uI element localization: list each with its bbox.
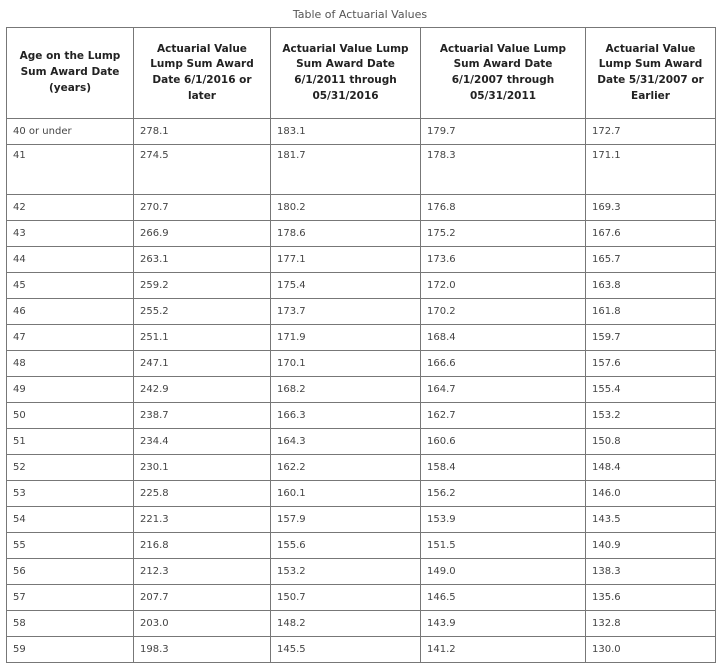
age-cell: 44	[7, 247, 134, 273]
value-2011-2016-cell: 175.4	[271, 273, 421, 299]
table-row	[7, 119, 716, 145]
value-2007-2011-cell: 176.8	[421, 195, 586, 221]
value-2007-2011-cell: 149.0	[421, 559, 586, 585]
age-cell: 48	[7, 351, 134, 377]
table-row	[7, 533, 716, 559]
header-value-2016-or-later: Actuarial Value Lump Sum Award Date 6/1/2016 or later	[134, 28, 271, 119]
table-caption: Table of Actuarial Values	[292, 8, 428, 21]
value-2011-2016-cell: 178.6	[271, 221, 421, 247]
table-row	[7, 247, 716, 273]
value-2007-or-earlier-cell: 135.6	[586, 585, 716, 611]
age-cell: 58	[7, 611, 134, 637]
header-age: Age on the Lump Sum Award Date (years)	[7, 28, 134, 119]
value-2007-or-earlier-cell: 150.8	[586, 429, 716, 455]
value-2016-or-later-cell: 212.3	[134, 559, 271, 585]
value-2011-2016-cell: 173.7	[271, 299, 421, 325]
value-2016-or-later-cell: 234.4	[134, 429, 271, 455]
value-2016-or-later-cell: 266.9	[134, 221, 271, 247]
value-2007-or-earlier-cell: 163.8	[586, 273, 716, 299]
age-cell: 56	[7, 559, 134, 585]
value-2007-or-earlier-cell: 130.0	[586, 637, 716, 663]
table-row	[7, 377, 716, 403]
value-2016-or-later-cell: 242.9	[134, 377, 271, 403]
value-2016-or-later-cell: 270.7	[134, 195, 271, 221]
value-2011-2016-cell: 155.6	[271, 533, 421, 559]
value-2007-2011-cell: 178.3	[421, 145, 586, 195]
age-cell: 46	[7, 299, 134, 325]
value-2007-or-earlier-cell: 140.9	[586, 533, 716, 559]
value-2016-or-later-cell: 238.7	[134, 403, 271, 429]
value-2016-or-later-cell: 230.1	[134, 455, 271, 481]
table-row	[7, 145, 716, 195]
value-2007-2011-cell: 162.7	[421, 403, 586, 429]
value-2007-2011-cell: 153.9	[421, 507, 586, 533]
value-2007-or-earlier-cell: 153.2	[586, 403, 716, 429]
age-cell: 45	[7, 273, 134, 299]
table-row	[7, 611, 716, 637]
value-2016-or-later-cell: 278.1	[134, 119, 271, 145]
value-2007-2011-cell: 146.5	[421, 585, 586, 611]
value-2007-or-earlier-cell: 159.7	[586, 325, 716, 351]
value-2016-or-later-cell: 203.0	[134, 611, 271, 637]
header-value-2007-or-earlier: Actuarial Value Lump Sum Award Date 5/31/2007 or Earlier	[586, 28, 716, 119]
value-2011-2016-cell: 170.1	[271, 351, 421, 377]
value-2007-or-earlier-cell: 161.8	[586, 299, 716, 325]
table-row	[7, 429, 716, 455]
value-2007-or-earlier-cell: 132.8	[586, 611, 716, 637]
value-2007-or-earlier-cell: 165.7	[586, 247, 716, 273]
value-2016-or-later-cell: 198.3	[134, 637, 271, 663]
value-2007-2011-cell: 158.4	[421, 455, 586, 481]
value-2011-2016-cell: 160.1	[271, 481, 421, 507]
value-2007-2011-cell: 164.7	[421, 377, 586, 403]
value-2007-or-earlier-cell: 167.6	[586, 221, 716, 247]
header-value-2011-2016: Actuarial Value Lump Sum Award Date 6/1/2011 through 05/31/2016	[271, 28, 421, 119]
actuarial-values-table	[6, 27, 716, 663]
header-value-2007-2011: Actuarial Value Lump Sum Award Date 6/1/2007 through 05/31/2011	[421, 28, 586, 119]
table-row	[7, 507, 716, 533]
value-2011-2016-cell: 150.7	[271, 585, 421, 611]
table-row	[7, 403, 716, 429]
value-2011-2016-cell: 145.5	[271, 637, 421, 663]
value-2007-2011-cell: 175.2	[421, 221, 586, 247]
table-row	[7, 637, 716, 663]
value-2011-2016-cell: 180.2	[271, 195, 421, 221]
value-2007-2011-cell: 160.6	[421, 429, 586, 455]
age-cell: 50	[7, 403, 134, 429]
value-2011-2016-cell: 168.2	[271, 377, 421, 403]
value-2011-2016-cell: 164.3	[271, 429, 421, 455]
age-cell: 42	[7, 195, 134, 221]
age-cell: 47	[7, 325, 134, 351]
age-cell: 54	[7, 507, 134, 533]
value-2016-or-later-cell: 216.8	[134, 533, 271, 559]
table-row	[7, 325, 716, 351]
value-2007-2011-cell: 151.5	[421, 533, 586, 559]
age-cell: 41	[7, 145, 134, 195]
table-body	[7, 119, 716, 663]
table-row	[7, 455, 716, 481]
value-2011-2016-cell: 148.2	[271, 611, 421, 637]
value-2011-2016-cell: 157.9	[271, 507, 421, 533]
value-2007-2011-cell: 168.4	[421, 325, 586, 351]
age-cell: 55	[7, 533, 134, 559]
age-cell: 57	[7, 585, 134, 611]
value-2011-2016-cell: 181.7	[271, 145, 421, 195]
age-cell: 59	[7, 637, 134, 663]
value-2007-2011-cell: 172.0	[421, 273, 586, 299]
table-row	[7, 585, 716, 611]
value-2007-or-earlier-cell: 169.3	[586, 195, 716, 221]
table-row	[7, 221, 716, 247]
value-2011-2016-cell: 166.3	[271, 403, 421, 429]
value-2016-or-later-cell: 255.2	[134, 299, 271, 325]
age-cell: 52	[7, 455, 134, 481]
value-2007-or-earlier-cell: 146.0	[586, 481, 716, 507]
age-cell: 51	[7, 429, 134, 455]
value-2007-or-earlier-cell: 143.5	[586, 507, 716, 533]
age-cell: 53	[7, 481, 134, 507]
value-2016-or-later-cell: 207.7	[134, 585, 271, 611]
table-row	[7, 351, 716, 377]
header-row	[7, 28, 716, 119]
age-cell: 43	[7, 221, 134, 247]
value-2007-or-earlier-cell: 172.7	[586, 119, 716, 145]
table-row	[7, 273, 716, 299]
value-2007-2011-cell: 141.2	[421, 637, 586, 663]
value-2007-or-earlier-cell: 155.4	[586, 377, 716, 403]
age-cell: 49	[7, 377, 134, 403]
value-2011-2016-cell: 177.1	[271, 247, 421, 273]
value-2011-2016-cell: 183.1	[271, 119, 421, 145]
value-2007-or-earlier-cell: 157.6	[586, 351, 716, 377]
value-2016-or-later-cell: 263.1	[134, 247, 271, 273]
value-2007-2011-cell: 173.6	[421, 247, 586, 273]
value-2011-2016-cell: 153.2	[271, 559, 421, 585]
value-2016-or-later-cell: 274.5	[134, 145, 271, 195]
value-2016-or-later-cell: 259.2	[134, 273, 271, 299]
value-2007-2011-cell: 143.9	[421, 611, 586, 637]
age-cell: 40 or under	[7, 119, 134, 145]
table-row	[7, 481, 716, 507]
value-2007-or-earlier-cell: 148.4	[586, 455, 716, 481]
value-2007-or-earlier-cell: 171.1	[586, 145, 716, 195]
value-2007-2011-cell: 179.7	[421, 119, 586, 145]
value-2016-or-later-cell: 221.3	[134, 507, 271, 533]
value-2011-2016-cell: 162.2	[271, 455, 421, 481]
value-2007-or-earlier-cell: 138.3	[586, 559, 716, 585]
value-2016-or-later-cell: 225.8	[134, 481, 271, 507]
value-2016-or-later-cell: 247.1	[134, 351, 271, 377]
value-2016-or-later-cell: 251.1	[134, 325, 271, 351]
table-row	[7, 559, 716, 585]
table-row	[7, 299, 716, 325]
value-2007-2011-cell: 166.6	[421, 351, 586, 377]
value-2011-2016-cell: 171.9	[271, 325, 421, 351]
value-2007-2011-cell: 170.2	[421, 299, 586, 325]
value-2007-2011-cell: 156.2	[421, 481, 586, 507]
table-row	[7, 195, 716, 221]
